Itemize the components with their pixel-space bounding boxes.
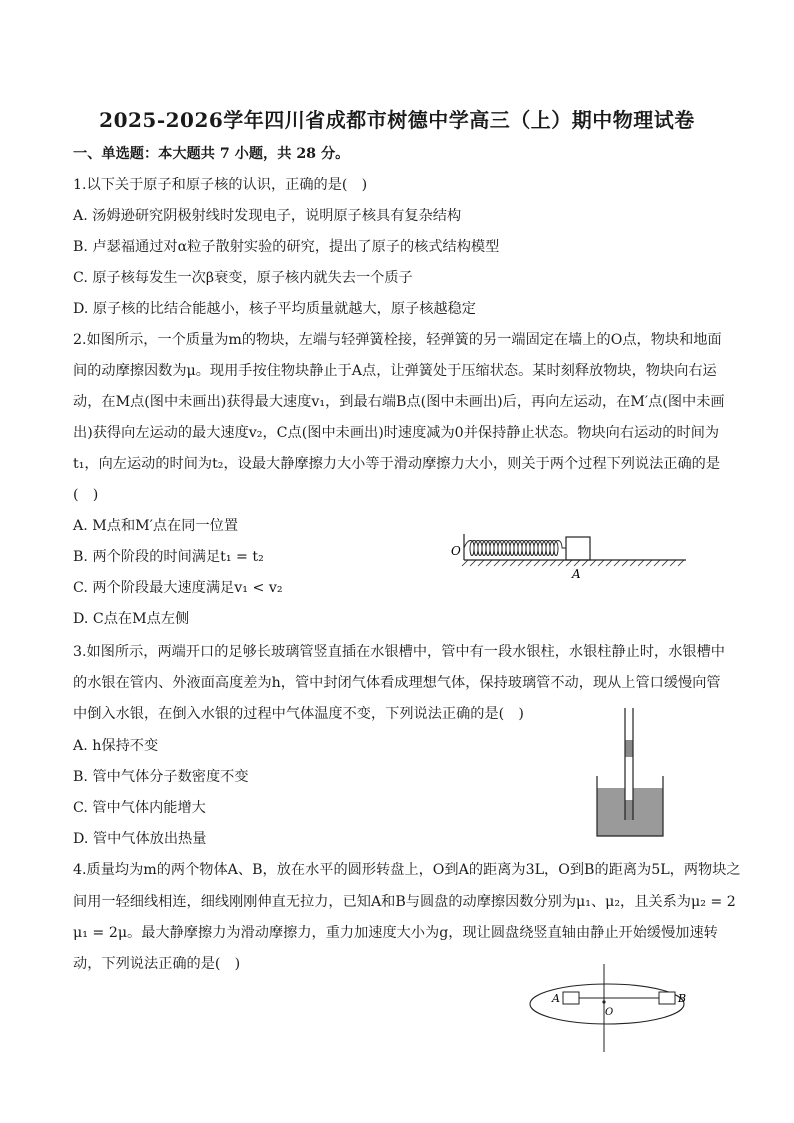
label-o: O	[605, 1007, 614, 1018]
q3-option-c: C. 管中气体内能增大	[73, 800, 206, 816]
mercury-in-tube	[625, 800, 633, 820]
q1-stem: 1.以下关于原子和原子核的认识，正确的是( )	[73, 177, 368, 193]
q1-option-d: D. 原子核的比结合能越小，核子平均质量就越大，原子核越稳定	[73, 301, 476, 317]
label-b: B	[678, 992, 687, 1005]
spring-block-figure	[446, 528, 691, 584]
page-title: 2025-2026学年四川省成都市树德中学高三（上）期中物理试卷	[99, 108, 695, 132]
q2-stem-line-5: t₁，向左运动的时间为t₂，设最大静摩擦力大小等于滑动摩擦力大小，则关于两个过程下列说法正确的是	[73, 456, 721, 472]
label-a: A	[552, 992, 560, 1005]
q2-option-b: B. 两个阶段的时间满足t₁ = t₂	[73, 549, 264, 565]
point-o-label: O	[451, 544, 461, 558]
spring-coil	[464, 541, 566, 556]
q4-stem-line-1: 4.质量均为m的两个物体A、B，放在水平的圆形转盘上，O到A的距离为3L，O到B的距离为5L，两物块之	[73, 862, 741, 878]
mercury-tube-figure	[590, 704, 670, 838]
q2-stem-line-6: ( )	[73, 487, 99, 503]
q2-stem-line-2: 间的动摩擦因数为μ。现用手按住物块静止于A点，让弹簧处于压缩状态。某时刻释放物块，物块向右运	[73, 363, 717, 379]
block-b	[659, 992, 675, 1004]
q2-option-c: C. 两个阶段最大速度满足v₁ < v₂	[73, 580, 283, 596]
q3-option-b: B. 管中气体分子数密度不变	[73, 769, 249, 785]
section-heading: 一、单选题：本大题共 7 小题，共 28 分。	[73, 146, 350, 162]
q1-option-a: A. 汤姆逊研究阴极射线时发现电子，说明原子核具有复杂结构	[73, 208, 462, 224]
q3-option-d: D. 管中气体放出热量	[73, 831, 207, 847]
center-point	[602, 1000, 605, 1003]
q3-stem-line-3: 中倒入水银，在倒入水银的过程中气体温度不变，下列说法正确的是( )	[73, 706, 524, 722]
q2-option-d: D. C点在M点左侧	[73, 611, 190, 627]
q4-stem-line-4: 动，下列说法正确的是( )	[73, 956, 241, 972]
q2-stem-line-4: 出)获得向左运动的最大速度v₂，C点(图中未画出)时速度减为0并保持静止状态。物块向右运动的时间为	[73, 425, 720, 441]
q2-stem-line-1: 2.如图所示，一个质量为m的物块，左端与轻弹簧栓接，轻弹簧的另一端固定在墙上的O点，物块和地面	[73, 332, 722, 348]
q3-stem-line-1: 3.如图所示，两端开口的足够长玻璃管竖直插在水银槽中，管中有一段水银柱，水银柱静止时，水银槽中	[73, 644, 725, 660]
q3-option-a: A. h保持不变	[73, 738, 159, 754]
q4-stem-line-2: 间用一轻细线相连，细线刚刚伸直无拉力，已知A和B与圆盘的动摩擦因数分别为μ₁、μ₂，且关系为μ₂ = 2	[73, 894, 736, 910]
mercury-column	[625, 740, 633, 757]
ground-hatching	[462, 560, 684, 566]
q3-stem-line-2: 的水银在管内、外液面高度差为h，管中封闭气体看成理想气体，保持玻璃管不动，现从上管口缓慢向管	[73, 675, 721, 691]
q2-option-a: A. M点和M′点在同一位置	[73, 518, 239, 534]
block-a	[563, 992, 579, 1004]
q1-option-b: B. 卢瑟福通过对α粒子散射实验的研究，提出了原子的核式结构模型	[73, 239, 500, 255]
block	[566, 537, 590, 560]
turntable-figure	[527, 962, 702, 1054]
q4-stem-line-3: μ₁ = 2μ。最大静摩擦力为滑动摩擦力，重力加速度大小为g，现让圆盘绕竖直轴由静止开始缓慢加速转	[73, 925, 718, 941]
q1-option-c: C. 原子核每发生一次β衰变，原子核内就失去一个质子	[73, 270, 413, 286]
point-a-label: A	[572, 567, 581, 581]
q2-stem-line-3: 动，在M点(图中未画出)获得最大速度v₁，到最右端B点(图中未画出)后，再向左运动，在M′点(图中未画	[73, 394, 725, 410]
